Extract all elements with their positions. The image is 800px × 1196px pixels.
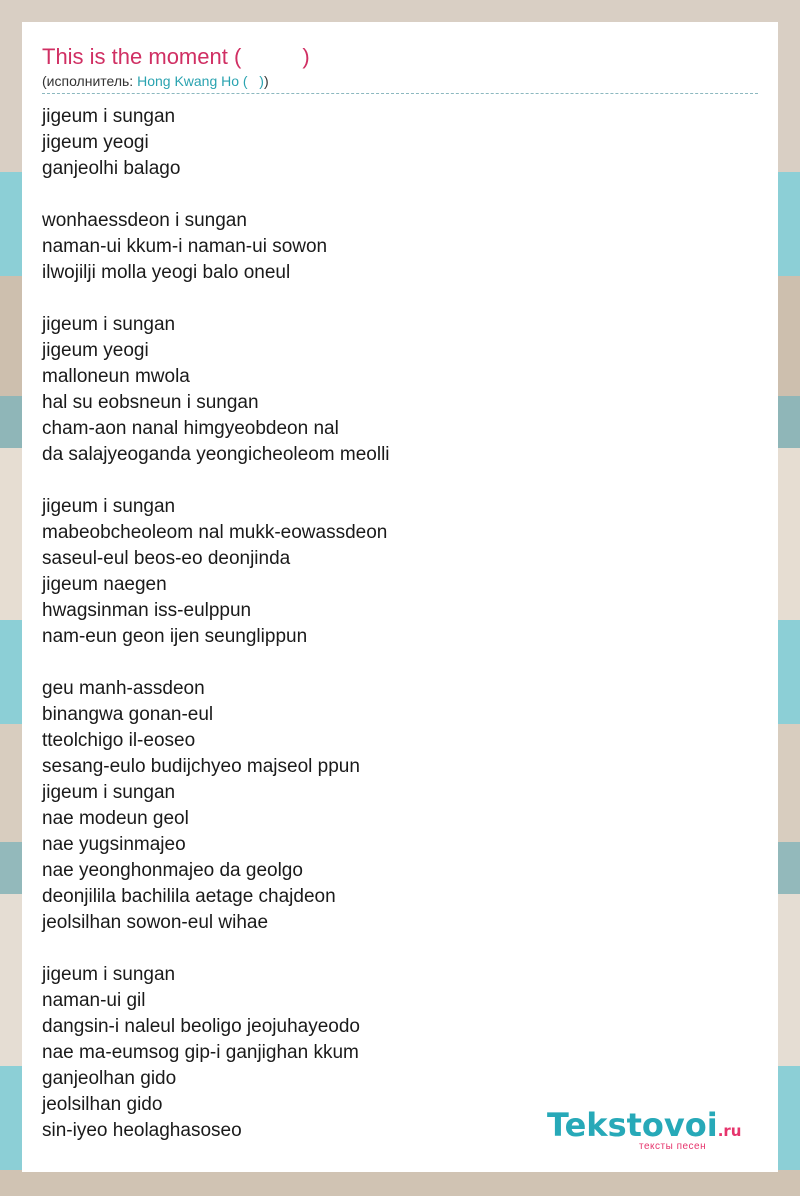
lyric-line: jigeum i sungan bbox=[42, 964, 176, 985]
lyric-line: nae yeonghonmajeo da geolgo bbox=[42, 860, 303, 881]
lyric-line: geu manh-assdeon bbox=[42, 678, 205, 699]
title-divider bbox=[42, 93, 758, 94]
logo-name: Tekstovoi bbox=[547, 1106, 718, 1144]
lyric-line: jigeum i sungan bbox=[42, 496, 176, 517]
logo-tld: .ru bbox=[717, 1122, 742, 1140]
lyric-line: nae modeun geol bbox=[42, 808, 189, 829]
lyric-line: nae ma-eumsog gip-i ganjighan kkum bbox=[42, 1042, 359, 1063]
stanza-break bbox=[42, 468, 390, 494]
lyric-line: jigeum i sungan bbox=[42, 106, 176, 127]
lyric-line: malloneun mwola bbox=[42, 366, 190, 387]
artist-suffix: ) bbox=[263, 73, 269, 89]
lyric-line: cham-aon nanal himgyeobdeon nal bbox=[42, 418, 339, 439]
lyric-line: jeolsilhan sowon-eul wihae bbox=[42, 912, 269, 933]
lyric-line: nae yugsinmajeo bbox=[42, 834, 186, 855]
lyric-line: ilwojilji molla yeogi balo oneul bbox=[42, 262, 291, 283]
lyric-line: jigeum naegen bbox=[42, 574, 167, 595]
lyric-line: wonhaessdeon i sungan bbox=[42, 210, 247, 231]
artist-link[interactable]: Hong Kwang Ho ( ) bbox=[137, 73, 264, 89]
lyric-line: hwagsinman iss-eulppun bbox=[42, 600, 252, 621]
lyric-line: deonjilila bachilila aetage chajdeon bbox=[42, 886, 336, 907]
song-title: This is the moment ( ) bbox=[42, 44, 310, 69]
artist-line bbox=[42, 73, 269, 89]
artist-prefix: (исполнитель: bbox=[42, 73, 138, 89]
lyric-line: sesang-eulo budijchyeo majseol ppun bbox=[42, 756, 360, 777]
lyric-line: nam-eun geon ijen seunglippun bbox=[42, 626, 308, 647]
stanza-break bbox=[42, 286, 390, 312]
lyric-line: hal su eobsneun i sungan bbox=[42, 392, 259, 413]
lyric-line: jigeum i sungan bbox=[42, 782, 176, 803]
lyric-line: binangwa gonan-eul bbox=[42, 704, 214, 725]
lyric-line: naman-ui kkum-i naman-ui sowon bbox=[42, 236, 328, 257]
lyrics-card bbox=[22, 22, 778, 1172]
lyric-line: naman-ui gil bbox=[42, 990, 146, 1011]
lyric-line: ganjeolhi balago bbox=[42, 158, 181, 179]
lyric-line: jeolsilhan gido bbox=[42, 1094, 163, 1115]
stanza-break bbox=[42, 182, 390, 208]
lyrics-body bbox=[42, 104, 390, 1144]
lyric-line: mabeobcheoleom nal mukk-eowassdeon bbox=[42, 522, 388, 543]
lyric-line: tteolchigo il-eoseo bbox=[42, 730, 196, 751]
stanza-break bbox=[42, 650, 390, 676]
lyric-line: ganjeolhan gido bbox=[42, 1068, 177, 1089]
stanza-break bbox=[42, 936, 390, 962]
lyric-line: saseul-eul beos-eo deonjinda bbox=[42, 548, 291, 569]
lyric-line: da salajyeoganda yeongicheoleom meolli bbox=[42, 444, 390, 465]
lyric-line: jigeum yeogi bbox=[42, 340, 149, 361]
lyric-line: dangsin-i naleul beoligo jeojuhayeodo bbox=[42, 1016, 360, 1037]
logo-tagline: тексты песен bbox=[639, 1141, 707, 1152]
lyric-line: jigeum i sungan bbox=[42, 314, 176, 335]
lyric-line: jigeum yeogi bbox=[42, 132, 149, 153]
lyric-line: sin-iyeo heolaghasoseo bbox=[42, 1120, 242, 1141]
